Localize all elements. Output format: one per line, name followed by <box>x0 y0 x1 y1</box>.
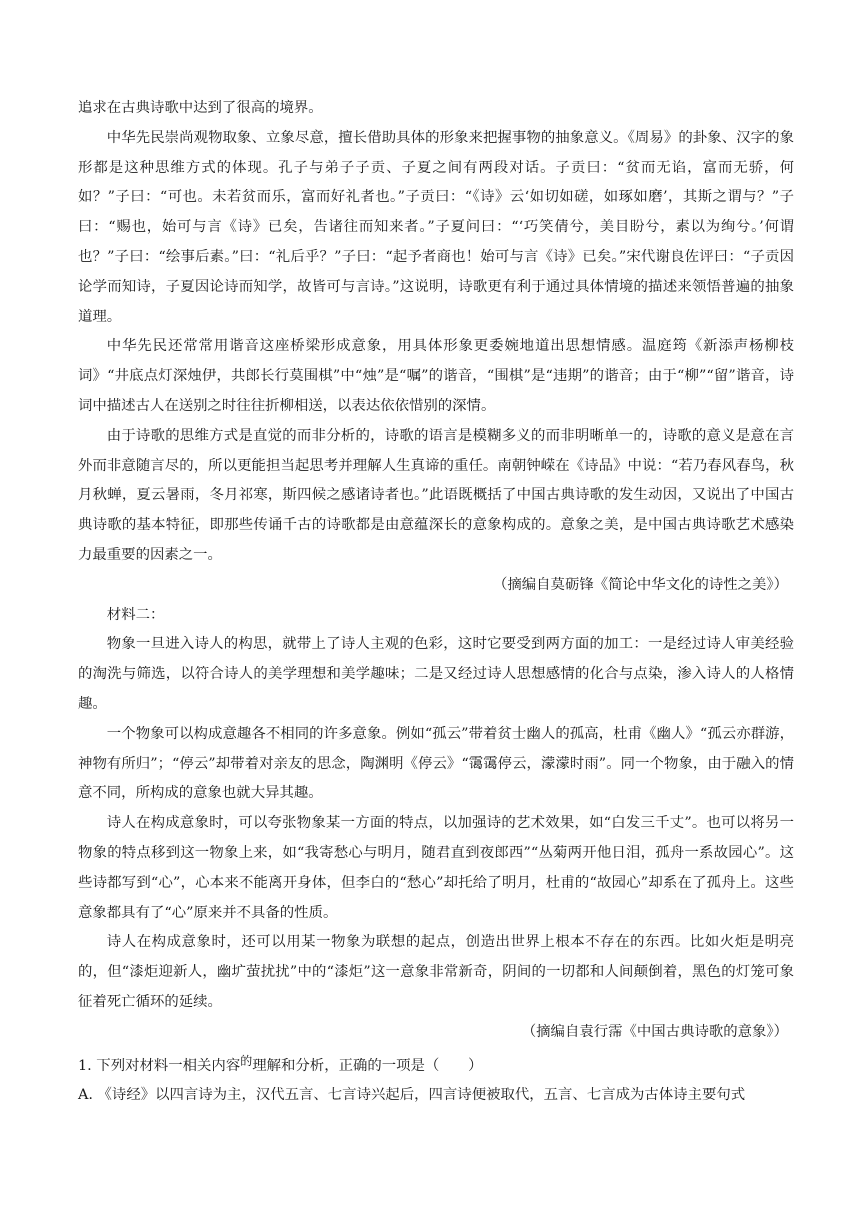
document-page <box>78 94 794 1111</box>
question-text-end: 理解和分析，正确的一项是（ ） <box>252 1057 483 1074</box>
paragraph-intuition: 由于诗歌的思维方式是直觉的而非分析的，诗歌的语言是模糊多义的而非明晰单一的，诗歌的意义是意在言外而非意随言尽的，所以更能担当起思考并理解人生真谛的重任。南朝钟嵘在《诗品》中说：“若乃春风春鸟，秋月秋蝉，夏云暑雨，冬月祁寒，斯四候之感诸诗者也。”此语既概括了中国古典诗歌的发生动因，又说出了中国古典诗歌的基本特征，即那些传诵千古的诗歌都是由意蕴深长的意象构成的。意象之美，是中国古典诗歌艺术感染力最重要的因素之一。 <box>78 427 794 563</box>
material-2-label: 材料二： <box>106 606 165 623</box>
source-citation-1: （摘编自莫砺锋《简论中华文化的诗性之美》） <box>492 576 788 593</box>
question-raised-char: 的 <box>240 1053 253 1068</box>
question-text-start: 1. 下列对材料一相关内容 <box>78 1057 241 1074</box>
question-1 <box>78 1052 794 1082</box>
source-citation-2: （摘编自袁行霈《中国古典诗歌的意象》） <box>521 1023 788 1040</box>
paragraph-exaggeration: 诗人在构成意象时，可以夸张物象某一方面的特点，以加强诗的艺术效果，如“白发三千丈”。也可以将另一物象的特点移到这一物象上来，如“我寄愁心与明月，随君直到夜郎西”“丛菊两开他日泪，孤舟一系故园心”。这些诗都写到“心”，心本来不能离开身体，但李白的“愁心”却托给了明月，杜甫的“故园心”却系在了孤舟上。这些意象都具有了“心”原来并不具备的性质。 <box>78 815 794 921</box>
paragraph-object-image: 物象一旦进入诗人的构思，就带上了诗人主观的色彩，这时它要受到两方面的加工：一是经过诗人审美经验的淘洗与筛选，以符合诗人的美学理想和美学趣味；二是又经过诗人思想感情的化合与点染，渗入诗人的人格情趣。 <box>78 636 794 712</box>
paragraph-homophone: 中华先民还常常用谐音这座桥梁形成意象，用具体形象更委婉地道出思想情感。温庭筠《新添声杨柳枝词》“井底点灯深烛伊，共郎长行莫围棋”中“烛”是“嘱”的谐音，“围棋”是“违期”的谐音；由于“柳”“留”谐音，诗词中描述古人在送别之时往往折柳相送，以表达依依惜别的深情。 <box>78 338 794 414</box>
paragraph-continued: 追求在古典诗歌中达到了很高的境界。 <box>78 100 323 116</box>
option-a: A. 《诗经》以四言诗为主，汉代五言、七言诗兴起后，四言诗便被取代，五言、七言成为古体诗主要句式 <box>78 1087 746 1104</box>
paragraph-association: 诗人在构成意象时，还可以用某一物象为联想的起点，创造出世界上根本不存在的东西。比如火炬是明亮的，但“漆炬迎新人，幽圹萤扰扰”中的“漆炬”这一意象非常新奇，阴间的一切都和人间颠倒着，黑色的灯笼可象征着死亡循环的延续。 <box>78 934 794 1010</box>
paragraph-zhouyi: 中华先民崇尚观物取象、立象尽意，擅长借助具体的形象来把握事物的抽象意义。《周易》的卦象、汉字的象形都是这种思维方式的体现。孔子与弟子子贡、子夏之间有两段对话。子贡曰：“贫而无谄，富而无骄，何如？”子曰：“可也。未若贫而乐，富而好礼者也。”子贡曰：“《诗》云‘如切如磋，如琢如磨’，其斯之谓与？”子曰：“赐也，始可与言《诗》已矣，告诸往而知来者。”子夏问曰：“‘巧笑倩兮，美目盼兮，素以为绚兮。’何谓也？”子曰：“绘事后素。”曰：“礼后乎？”子曰：“起予者商也！始可与言《诗》已矣。”宋代谢良佐评曰：“子贡因论学而知诗，子夏因论诗而知学，故皆可与言诗。”这说明，诗歌更有利于通过具体情境的描述来领悟普遍的抽象道理。 <box>78 129 794 325</box>
paragraph-lone-cloud: 一个物象可以构成意趣各不相同的许多意象。例如“孤云”带着贫士幽人的孤高，杜甫《幽人》“孤云亦群游，神物有所归”；“停云”却带着对亲友的思念，陶渊明《停云》“霭霭停云，濛濛时雨”。同一个物象，由于融入的情意不同，所构成的意象也就大异其趣。 <box>78 725 794 802</box>
